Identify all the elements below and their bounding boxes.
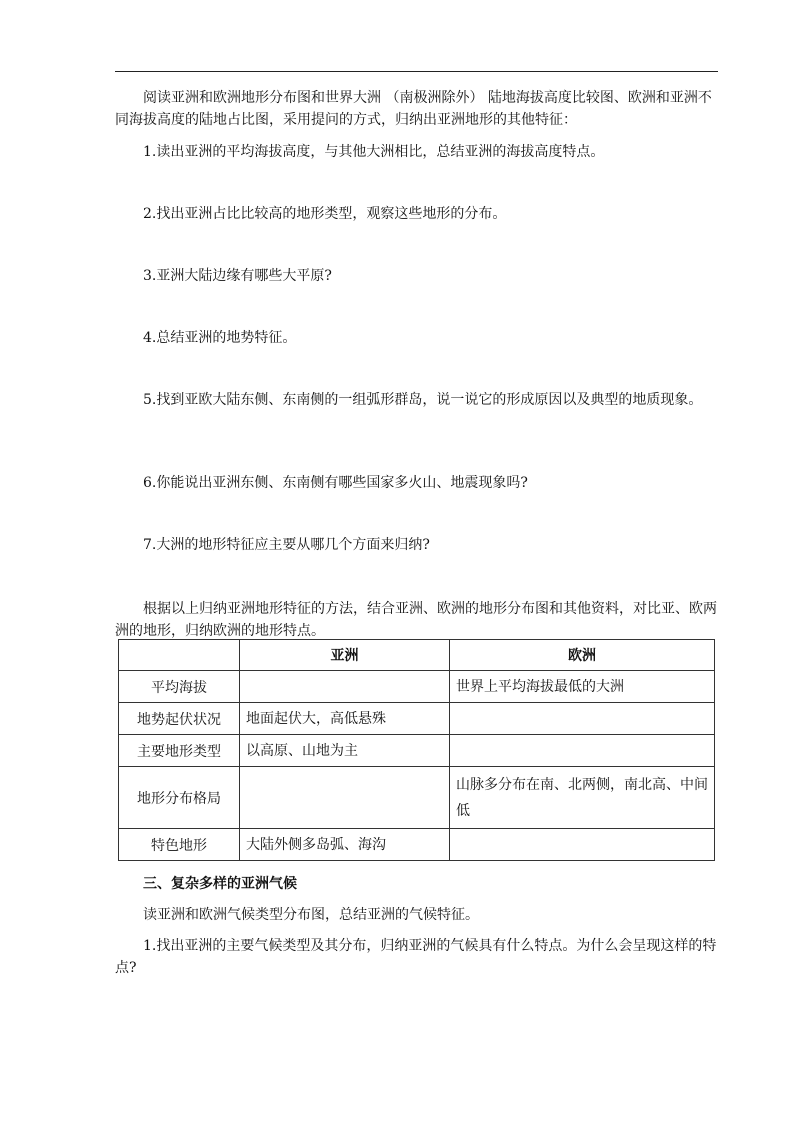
row-label: 地形分布格局 xyxy=(119,767,240,829)
header-rule xyxy=(115,71,718,72)
table-row xyxy=(119,829,715,861)
row-label: 地势起伏状况 xyxy=(119,703,240,735)
row-label: 特色地形 xyxy=(119,829,240,861)
asia-cell: 地面起伏大，高低悬殊 xyxy=(240,703,450,735)
question-3: 3.亚洲大陆边缘有哪些大平原? xyxy=(143,268,332,284)
table-row xyxy=(119,767,715,829)
question-6: 6.你能说出亚洲东侧、东南侧有哪些国家多火山、地震现象吗? xyxy=(143,475,528,491)
europe-cell xyxy=(450,735,715,767)
comparison-table xyxy=(118,639,715,861)
asia-cell: 大陆外侧多岛弧、海沟 xyxy=(240,829,450,861)
question-1: 1.读出亚洲的平均海拔高度，与其他大洲相比，总结亚洲的海拔高度特点。 xyxy=(143,144,605,160)
section-intro: 读亚洲和欧洲气候类型分布图，总结亚洲的气候特征。 xyxy=(143,907,479,923)
table-row xyxy=(119,703,715,735)
table-row xyxy=(119,735,715,767)
question-7: 7.大洲的地形特征应主要从哪几个方面来归纳? xyxy=(143,537,430,553)
intro-paragraph: 阅读亚洲和欧洲地形分布图和世界大洲 （南极洲除外） 陆地海拔高度比较图、欧洲和亚洲不同海拔高度的陆地占比图，采用提问的方式，归纳出亚洲地形的其他特征： xyxy=(115,90,712,128)
question-5: 5.找到亚欧大陆东侧、东南侧的一组弧形群岛，说一说它的形成原因以及典型的地质现象。 xyxy=(143,392,703,408)
table-header-asia: 亚洲 xyxy=(240,640,450,671)
europe-cell: 山脉多分布在南、北两侧，南北高、中间低 xyxy=(450,767,715,829)
europe-cell xyxy=(450,829,715,861)
table-header-europe: 欧洲 xyxy=(450,640,715,671)
asia-cell xyxy=(240,671,450,703)
asia-cell: 以高原、山地为主 xyxy=(240,735,450,767)
europe-cell: 世界上平均海拔最低的大洲 xyxy=(450,671,715,703)
europe-cell xyxy=(450,703,715,735)
row-label: 主要地形类型 xyxy=(119,735,240,767)
section-title: 三、复杂多样的亚洲气候 xyxy=(143,876,297,892)
section-question-1: 1.找出亚洲的主要气候类型及其分布，归纳亚洲的气候具有什么特点。为什么会呈现这样的特点? xyxy=(115,938,717,976)
asia-cell xyxy=(240,767,450,829)
compare-intro: 根据以上归纳亚洲地形特征的方法，结合亚洲、欧洲的地形分布图和其他资料，对比亚、欧两洲的地形，归纳欧洲的地形特点。 xyxy=(115,601,717,639)
question-4: 4.总结亚洲的地势特征。 xyxy=(143,330,297,346)
row-label: 平均海拔 xyxy=(119,671,240,703)
table-row xyxy=(119,671,715,703)
table-header-empty xyxy=(119,640,240,671)
table-header-row xyxy=(119,640,715,671)
question-2: 2.找出亚洲占比比较高的地形类型，观察这些地形的分布。 xyxy=(143,206,507,222)
